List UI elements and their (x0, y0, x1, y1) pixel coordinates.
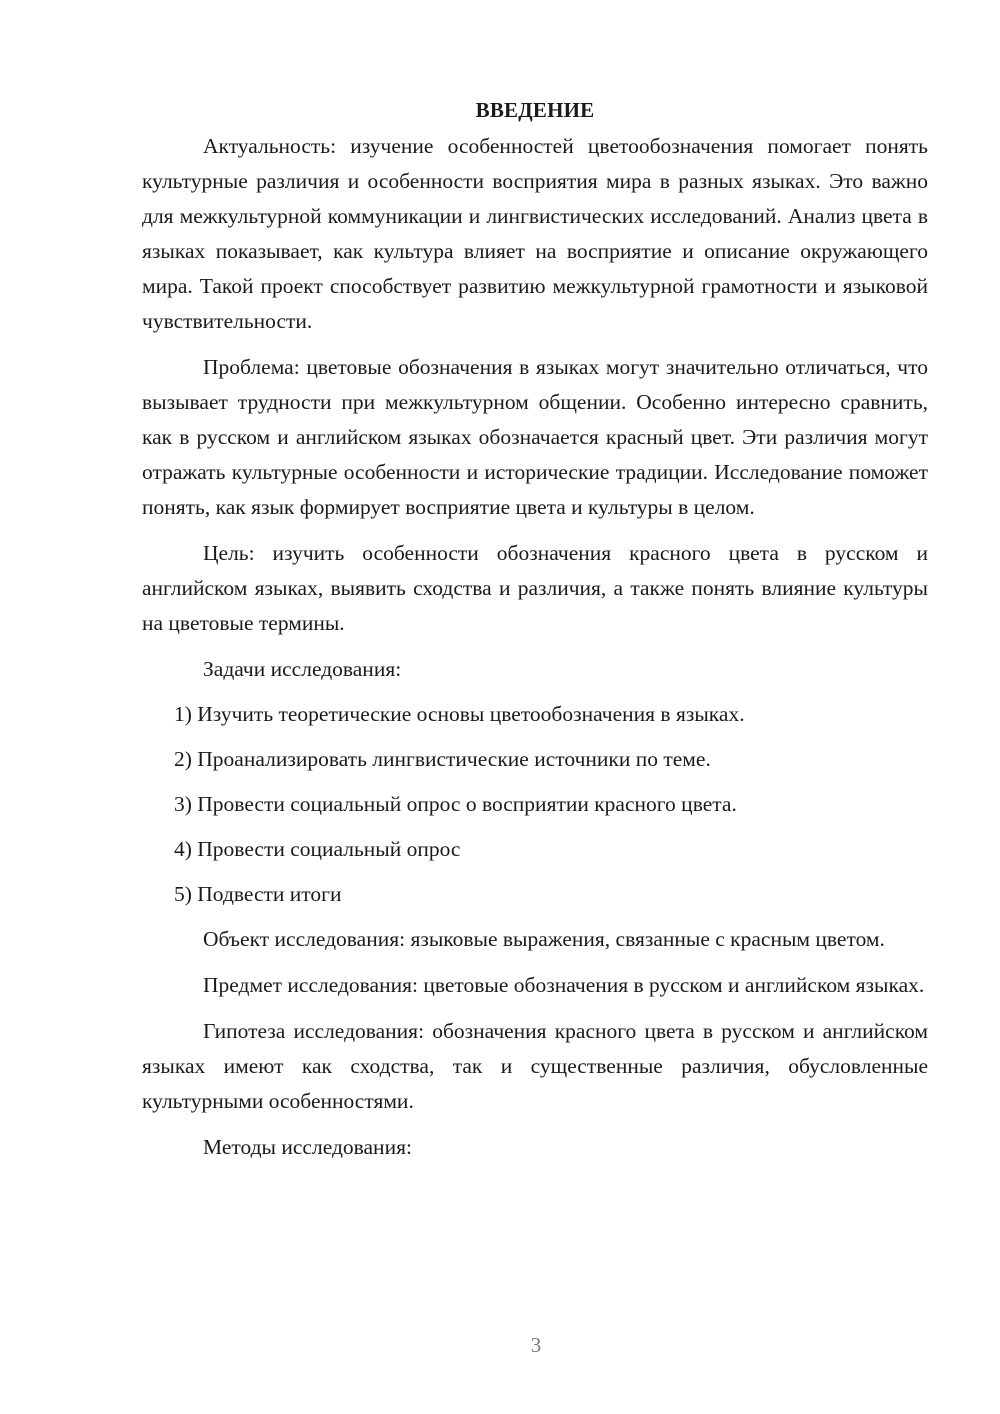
page-number: 3 (530, 1333, 542, 1357)
methods-title: Методы исследования: (203, 1135, 412, 1159)
task-item-4: 4) Провести социальный опрос (174, 837, 461, 861)
tasks-title: Задачи исследования: (203, 657, 402, 681)
goal-paragraph: Цель: изучить особенности обозначения красного цвета в русском и английском языках, выявить сходства и различия, а также понять влияние культуры на цветовые термины. (142, 541, 928, 635)
hypothesis-paragraph: Гипотеза исследования: обозначения красного цвета в русском и английском языках имеют как сходства, так и существенные различия, обусловленные культурными особенностями. (142, 1019, 928, 1113)
document-page (142, 95, 928, 1175)
subject-paragraph: Предмет исследования: цветовые обозначения в русском и английском языках. (203, 973, 925, 997)
task-item-3: 3) Провести социальный опрос о восприятии красного цвета. (174, 792, 737, 816)
task-item-1: 1) Изучить теоретические основы цветообозначения в языках. (174, 702, 745, 726)
relevance-paragraph: Актуальность: изучение особенностей цветообозначения помогает понять культурные различия и особенности восприятия мира в разных языках. Это важно для межкультурной коммуникации и лингвистических исследований. Анализ цвета в языках показывает, как культура влияет на восприятие и описание окружающего мира. Такой проект способствует развитию межкультурной грамотности и языковой чувствительности. (142, 134, 928, 333)
section-heading: ВВЕДЕНИЕ (475, 98, 595, 122)
tasks-list (142, 697, 928, 912)
problem-paragraph: Проблема: цветовые обозначения в языках могут значительно отличаться, что вызывает трудности при межкультурном общении. Особенно интересно сравнить, как в русском и английском языках обозначается красный цвет. Эти различия могут отражать культурные особенности и исторические традиции. Исследование поможет понять, как язык формирует восприятие цвета и культуры в целом. (142, 355, 928, 519)
task-item-5: 5) Подвести итоги (174, 882, 342, 906)
task-item-2: 2) Проанализировать лингвистические источники по теме. (174, 747, 711, 771)
object-paragraph: Объект исследования: языковые выражения, связанные с красным цветом. (203, 927, 885, 951)
